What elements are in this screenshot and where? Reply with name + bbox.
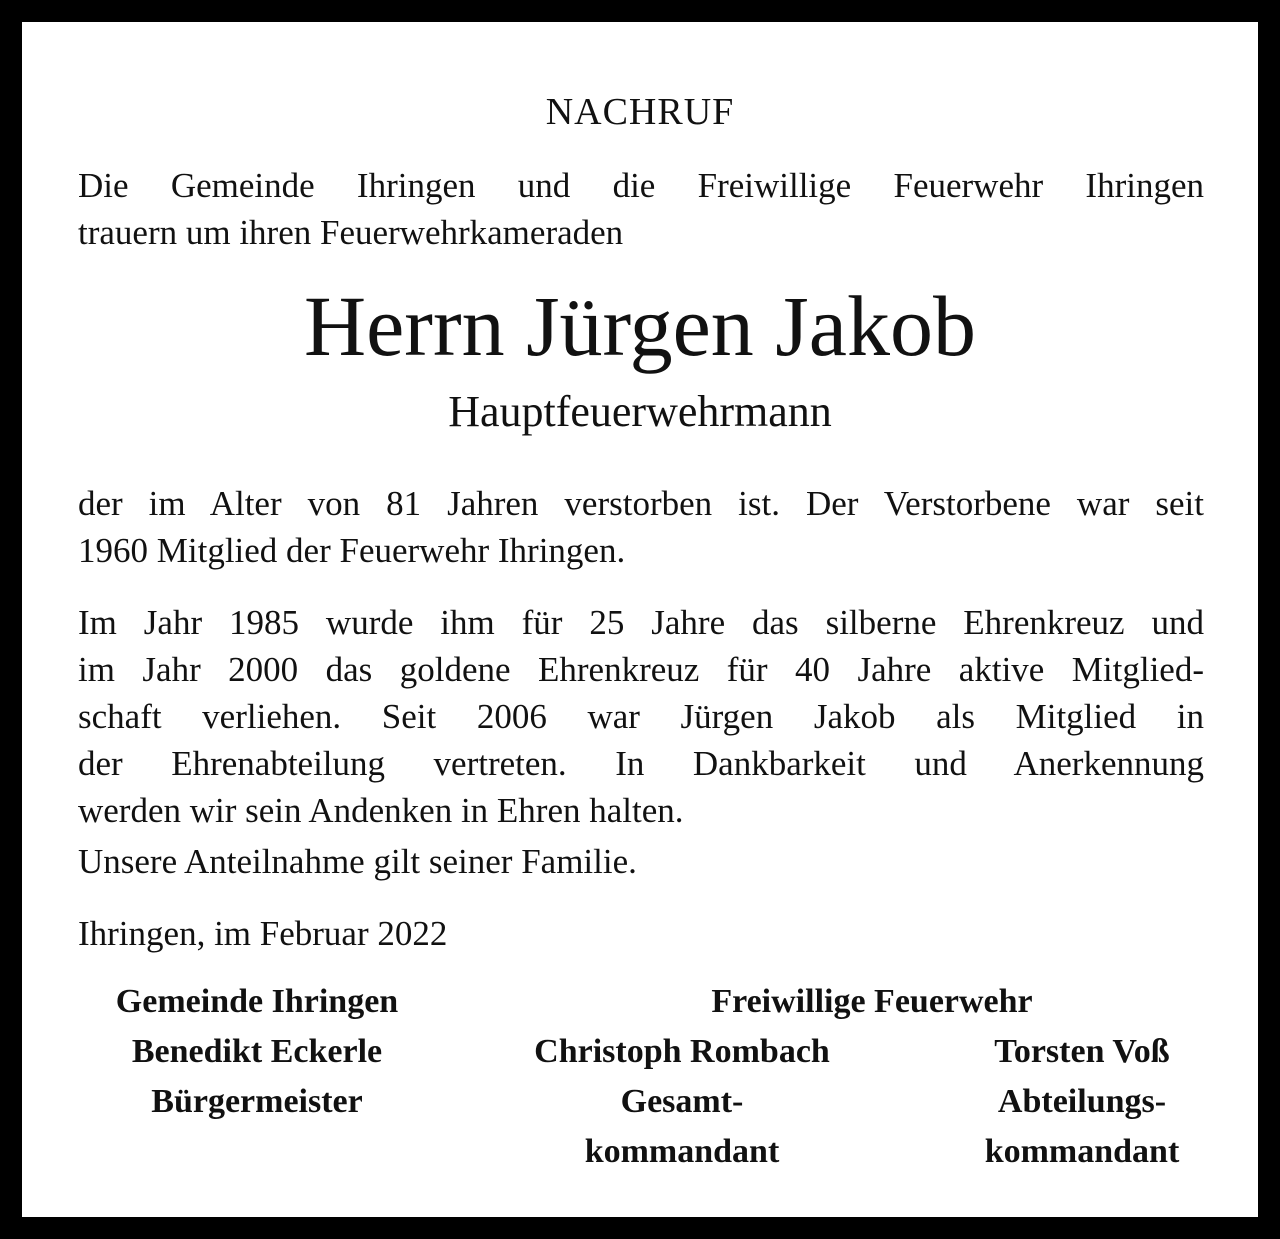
signature-municipality: [42, 977, 472, 1127]
place-date: Ihringen, im Februar 2022: [78, 914, 448, 953]
signature-name: Benedikt Eckerle: [131, 1033, 383, 1070]
intro-line: Die Gemeinde Ihringen und die Freiwillige Feuerwehr Ihringen: [78, 166, 1204, 205]
paragraph-line: werden wir sein Andenken in Ehren halten.: [78, 791, 684, 830]
paragraph-line: schaft verliehen. Seit 2006 war Jürgen Jakob als Mitglied in: [78, 697, 1204, 736]
paragraph-line: der Ehrenabteilung vertreten. In Dankbarkeit und Anerkennung: [78, 744, 1204, 783]
paragraph-line: Im Jahr 1985 wurde ihm für 25 Jahre das silberne Ehrenkreuz und: [78, 603, 1204, 642]
signature-title: kommandant: [584, 1133, 780, 1170]
signature-fire-chief: [482, 1027, 882, 1177]
notice-heading: NACHRUF: [545, 91, 735, 133]
signature-title: Bürgermeister: [151, 1083, 363, 1120]
signature-fire-brigade-org: Freiwillige Feuerwehr: [711, 983, 1033, 1020]
intro-line: trauern um ihren Feuerwehrkameraden: [78, 213, 624, 252]
signature-title: kommandant: [984, 1133, 1180, 1170]
signature-title: Gesamt-: [620, 1083, 744, 1120]
condolence-line: Unsere Anteilnahme gilt seiner Familie.: [78, 842, 637, 881]
deceased-rank: Hauptfeuerwehrmann: [448, 387, 832, 436]
deceased-name: Herrn Jürgen Jakob: [304, 278, 976, 374]
signature-name: Christoph Rombach: [534, 1033, 830, 1070]
signature-org: Gemeinde Ihringen: [115, 983, 399, 1020]
signature-department-chief: [922, 1027, 1242, 1177]
paragraph-line: 1960 Mitglied der Feuerwehr Ihringen.: [78, 531, 626, 570]
signature-name: Torsten Voß: [994, 1033, 1170, 1070]
paragraph-line: der im Alter von 81 Jahren verstorben ist. Der Verstorbene war seit: [78, 484, 1204, 523]
paragraph-line: im Jahr 2000 das goldene Ehrenkreuz für 40 Jahre aktive Mitglied-: [78, 650, 1204, 689]
honors-paragraph: [78, 599, 1204, 834]
intro-paragraph: [78, 162, 1204, 256]
obituary-notice: [22, 22, 1258, 1217]
age-paragraph: [78, 480, 1204, 574]
signature-title: Abteilungs-: [997, 1083, 1167, 1120]
